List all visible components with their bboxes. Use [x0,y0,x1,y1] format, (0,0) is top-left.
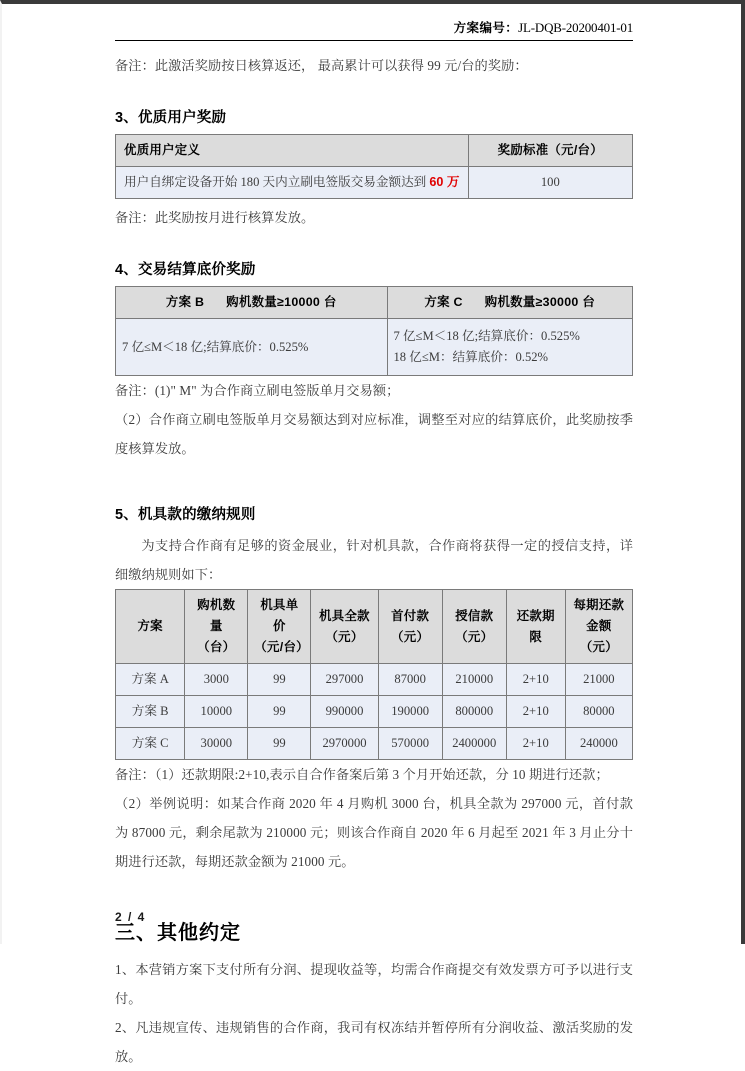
section5-intro: 为支持合作商有足够的资金展业，针对机具款，合作商将获得一定的授信支持，详细缴纳规则如下： [115,538,633,582]
section4-note-2: （2）合作商立刷电签版单月交易额达到对应标准，调整至对应的结算底价，此奖励按季度核算发放。 [115,412,633,456]
cell-total-amount: 297000 [311,664,378,696]
col-header-down-payment-unit: （元） [391,629,430,644]
plan-c-condition: 购机数量≥30000 台 [484,295,596,309]
table-header-row [116,135,633,167]
cell-repayment-term: 2+10 [506,696,565,728]
cell-quantity: 3000 [185,664,248,696]
col-header-repayment-term-name: 还款期限 [516,608,555,644]
cell-unit-price: 99 [248,696,311,728]
col-header-plan-name: 方案 [137,619,163,633]
plan-c-name: 方案 C [424,295,463,309]
col-header-plan-c [387,287,633,319]
cell-credit-amount: 210000 [442,664,506,696]
cell-credit-amount: 2400000 [442,728,506,760]
definition-text: 用户自绑定设备开始 180 天内立刷电签版交易金额达到 [124,175,430,189]
definition-amount-highlight: 60 万 [429,175,460,189]
col-header-reward-standard: 奖励标准（元/台） [468,135,632,167]
col-header-credit-amount [442,590,506,664]
cell-repayment-term: 2+10 [506,728,565,760]
cell-down-payment: 570000 [378,728,442,760]
plan-b-tier-1: 7 亿≤M＜18 亿;结算底价：0.525% [122,339,309,354]
col-header-unit-price-name: 机具单价 [260,598,299,633]
cell-plan-b-tiers [116,319,388,376]
cell-credit-amount: 800000 [442,696,506,728]
cell-total-amount: 990000 [311,696,378,728]
col-header-repayment-term [506,590,565,664]
section3-note: 备注：此奖励按月进行核算发放。 [115,210,315,225]
other-agreements-heading: 三、其他约定 [115,922,241,944]
plan-b-name: 方案 B [165,295,205,309]
table-row [116,167,633,199]
cell-quantity: 30000 [185,728,248,760]
plan-c-tier-1: 7 亿≤M＜18 亿;结算底价：0.525% [393,329,580,343]
col-header-total-amount-unit: （元） [325,629,364,644]
col-header-installment-amount-unit: （元） [579,640,618,654]
cell-plan: 方案 C [116,728,185,760]
page-content [115,4,633,1071]
page-number-footer: 2 / 4 [115,910,146,924]
col-header-quantity-unit: （台） [197,640,236,654]
col-header-total-amount-name: 机具全款 [319,608,370,623]
section5-note-2: （2）举例说明：如某合作商 2020 年 4 月购机 3000 台，机具全款为 297000 元，首付款为 87000 元，剩余尾款为 210000 元；则该合作商自 2020 年 6 月起至 2021 年 3 月止分十期进行还款，每期还款金额为 21000 元。 [115,796,633,869]
scheme-number-value: JL-DQB-20200401-01 [518,20,633,35]
table-header-row [116,590,633,664]
plan-c-tier-2: 18 亿≤M：结算底价：0.52% [393,350,549,364]
cell-installment-amount: 240000 [565,728,632,760]
col-header-credit-amount-name: 授信款 [455,608,494,623]
col-header-installment-amount [565,590,632,664]
cell-unit-price: 99 [248,664,311,696]
col-header-unit-price-unit: （元/台） [254,640,309,654]
section5-heading: 5、机具款的缴纳规则 [115,507,256,523]
table-row [116,319,633,376]
plan-b-condition: 购机数量≥10000 台 [226,295,337,309]
other-agreement-item-2: 2、凡违规宣传、违规销售的合作商，我司有权冻结并暂停所有分润收益、激活奖励的发放。 [115,1020,633,1064]
cell-quality-definition [116,167,469,199]
table-row [116,728,633,760]
col-header-down-payment-name: 首付款 [391,608,430,623]
col-header-quality-definition: 优质用户定义 [116,135,469,167]
col-header-total-amount [311,590,378,664]
scheme-number-label: 方案编号： [453,21,519,35]
cell-plan: 方案 B [116,696,185,728]
col-header-plan-b [116,287,388,319]
quality-user-reward-table [115,134,633,199]
cell-total-amount: 2970000 [311,728,378,760]
document-header [115,4,633,41]
cell-plan: 方案 A [116,664,185,696]
col-header-credit-amount-unit: （元） [455,629,494,644]
section4-note-1: 备注：(1)" M" 为合作商立刷电签版单月交易额； [115,383,400,398]
col-header-unit-price [248,590,311,664]
table-row [116,664,633,696]
table-row [116,696,633,728]
cell-installment-amount: 21000 [565,664,632,696]
cell-plan-c-tiers [387,319,633,376]
section3-heading: 3、优质用户奖励 [115,110,227,126]
cell-unit-price: 99 [248,728,311,760]
col-header-installment-amount-name: 每期还款金额 [573,598,625,633]
table-header-row [116,287,633,319]
cell-down-payment: 190000 [378,696,442,728]
settlement-price-reward-table [115,286,633,376]
cell-reward-standard: 100 [468,167,632,199]
col-header-quantity-name: 购机数量 [197,598,236,633]
cell-down-payment: 87000 [378,664,442,696]
col-header-plan [116,590,185,664]
col-header-quantity [185,590,248,664]
section4-heading: 4、交易结算底价奖励 [115,262,256,278]
cell-repayment-term: 2+10 [506,664,565,696]
other-agreement-item-1: 1、本营销方案下支付所有分润、提现收益等，均需合作商提交有效发票方可予以进行支付。 [115,962,633,1006]
cell-quantity: 10000 [185,696,248,728]
col-header-down-payment [378,590,442,664]
activation-reward-note: 备注：此激活奖励按日核算返还， 最高累计可以获得 99 元/台的奖励： [115,58,528,73]
machine-payment-rules-table [115,589,633,760]
cell-installment-amount: 80000 [565,696,632,728]
section5-note-1: 备注：（1）还款期限:2+10,表示自合作备案后第 3 个月开始还款，分 10 期进行还款； [115,767,609,782]
